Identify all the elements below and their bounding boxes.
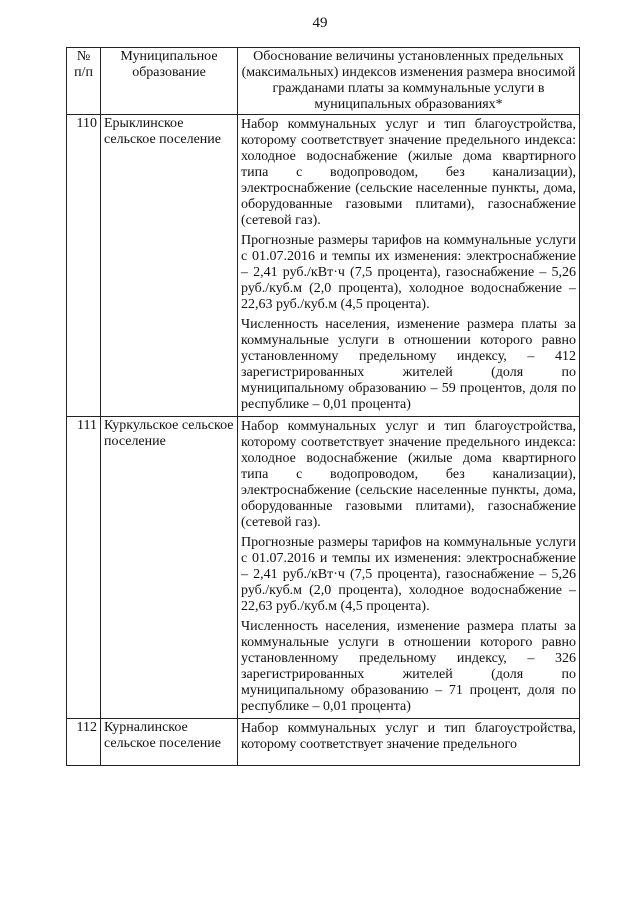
services-paragraph: Набор коммунальных услуг и тип благоустройства, которому соответствует значение предельного индекса: холодное водоснабжение (жилые дома квартирного типа с водопроводом, без канализации), электроснабжение (сельские населенные пункты, дома, оборудованные газовыми плитами), газоснабжение (сетевой газ). xyxy=(241,419,576,530)
row-municipality: Ерыклинское сельское поселение xyxy=(101,115,238,417)
header-municipality: Муниципальное образование xyxy=(101,48,238,115)
page-number: 49 xyxy=(312,15,328,31)
services-paragraph: Набор коммунальных услуг и тип благоустройства, которому соответствует значение предельного индекса: холодное водоснабжение (жилые дома квартирного типа с водопроводом, без канализации), электроснабжение (сельские населенные пункты, дома, оборудованные газовыми плитами), газоснабжение (сетевой газ). xyxy=(241,117,576,228)
row-municipality: Курналинское сельское поселение xyxy=(101,719,238,766)
services-paragraph: Набор коммунальных услуг и тип благоустройства, которому соответствует значение предельного xyxy=(241,721,576,752)
row-justification xyxy=(238,417,580,719)
row-num: 111 xyxy=(67,417,101,719)
table-row xyxy=(67,417,580,719)
table-row xyxy=(67,115,580,417)
table-row xyxy=(67,719,580,766)
population-paragraph: Численность населения, изменение размера платы за коммунальные услуги в отношении которого равно установленному предельному индексу, – 412 зарегистрированных жителей (доля по муниципальному образованию – 59 процентов, доля по республике – 0,01 процента) xyxy=(241,317,576,412)
row-municipality: Куркульское сельское поселение xyxy=(101,417,238,719)
indices-table xyxy=(66,47,580,766)
header-num: № п/п xyxy=(67,48,101,115)
header-justification: Обоснование величины установленных предельных (максимальных) индексов изменения размера вносимой гражданами платы за коммунальные услуги в муниципальных образованиях* xyxy=(238,48,580,115)
tariffs-paragraph: Прогнозные размеры тарифов на коммунальные услуги с 01.07.2016 и темпы их изменения: электроснабжение – 2,41 руб./кВт·ч (7,5 процента), газоснабжение – 5,26 руб./куб.м (2,0 процента), холодное водоснабжение – 22,63 руб./куб.м (4,5 процента). xyxy=(241,535,576,614)
table-header-row xyxy=(67,48,580,115)
row-justification xyxy=(238,719,580,766)
row-num: 110 xyxy=(67,115,101,417)
population-paragraph: Численность населения, изменение размера платы за коммунальные услуги в отношении которого равно установленному предельному индексу, – 326 зарегистрированных жителей (доля по муниципальному образованию – 71 процент, доля по республике – 0,01 процента) xyxy=(241,619,576,714)
row-num: 112 xyxy=(67,719,101,766)
tariffs-paragraph: Прогнозные размеры тарифов на коммунальные услуги с 01.07.2016 и темпы их изменения: электроснабжение – 2,41 руб./кВт·ч (7,5 процента), газоснабжение – 5,26 руб./куб.м (2,0 процента), холодное водоснабжение – 22,63 руб./куб.м (4,5 процента). xyxy=(241,233,576,312)
row-justification xyxy=(238,115,580,417)
